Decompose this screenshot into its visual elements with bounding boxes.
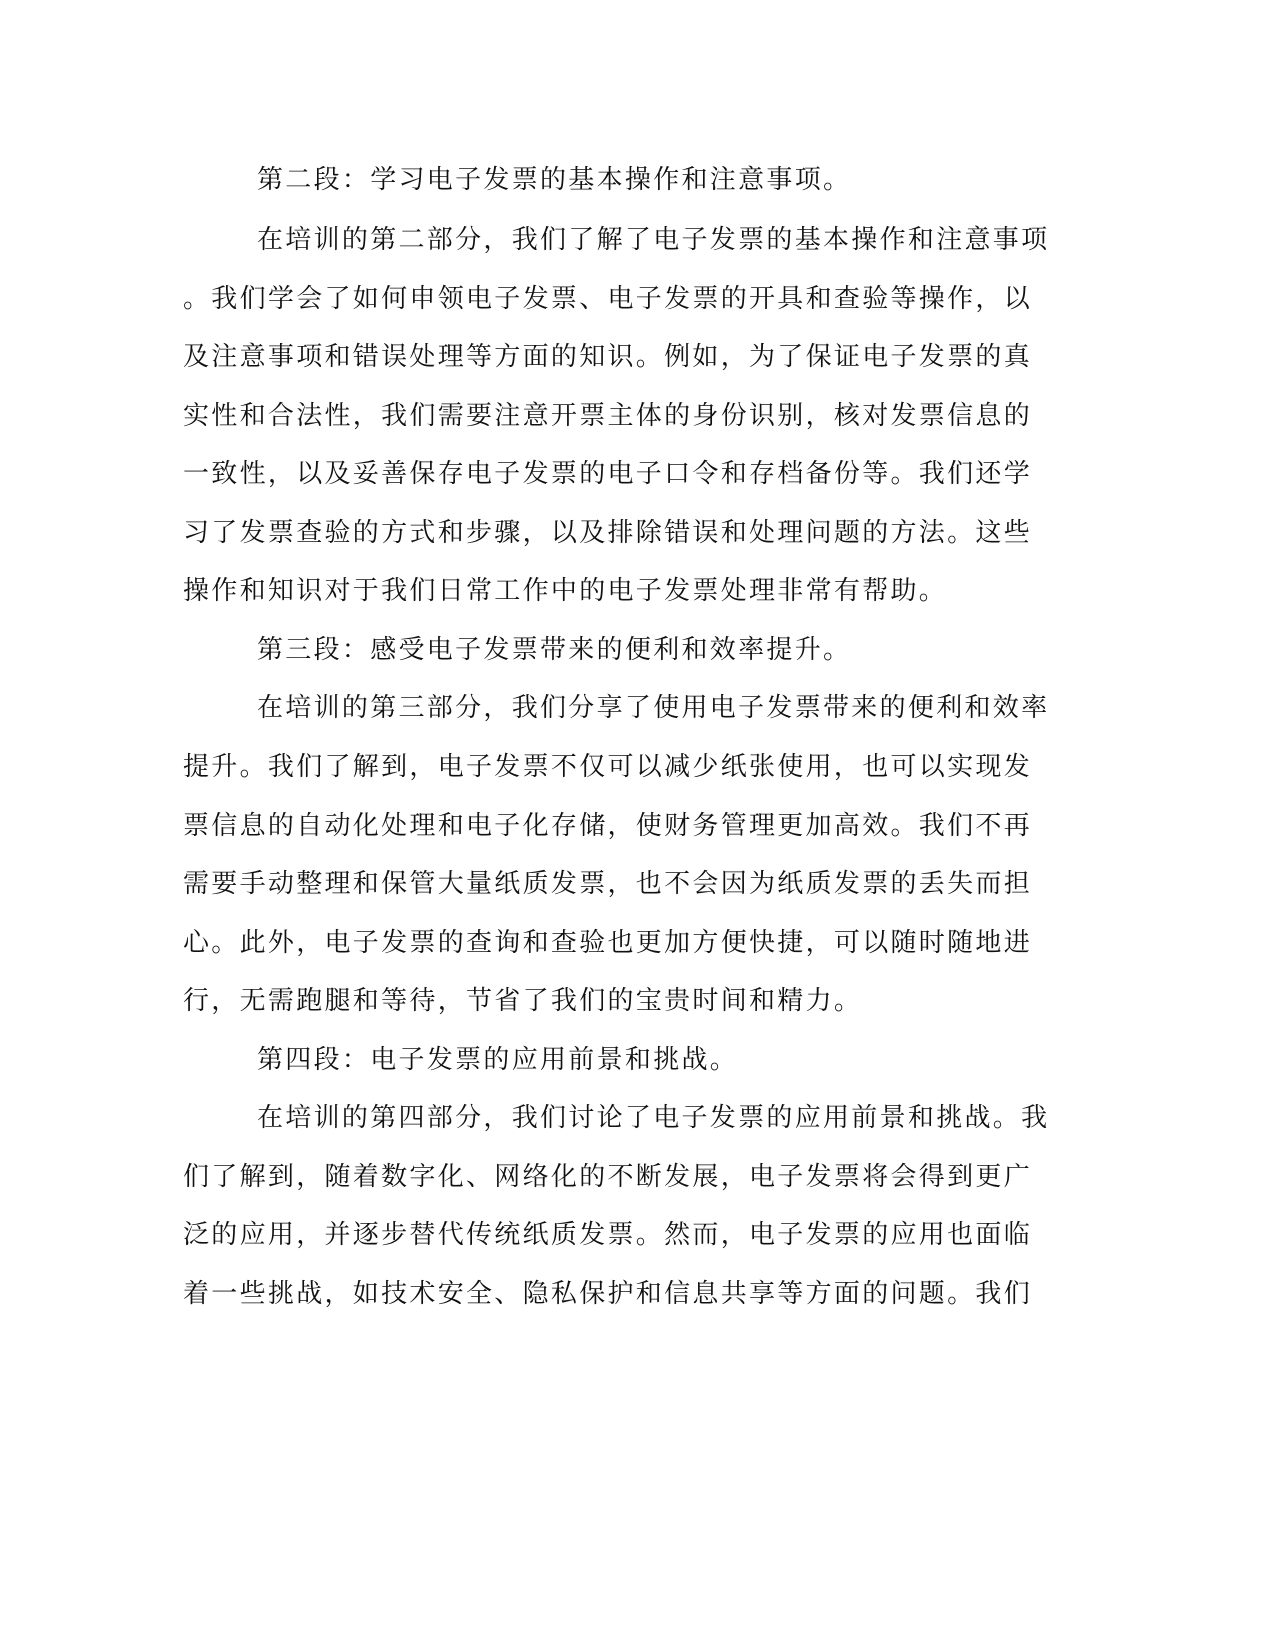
paragraph-line: 一致性，以及妥善保存电子发票的电子口令和存档备份等。我们还学: [183, 459, 1033, 489]
paragraph-line: 提升。我们了解到，电子发票不仅可以减少纸张使用，也可以实现发: [183, 752, 1033, 782]
paragraph-line: 习了发票查验的方式和步骤，以及排除错误和处理问题的方法。这些: [183, 518, 1033, 548]
paragraph-line: 。我们学会了如何申领电子发票、电子发票的开具和查验等操作，以: [183, 284, 1033, 314]
paragraph-line: 操作和知识对于我们日常工作中的电子发票处理非常有帮助。: [183, 576, 948, 606]
paragraph-line: 票信息的自动化处理和电子化存储，使财务管理更加高效。我们不再: [183, 811, 1033, 841]
paragraph-line: 需要手动整理和保管大量纸质发票，也不会因为纸质发票的丢失而担: [183, 869, 1033, 899]
paragraph-line: 行，无需跑腿和等待，节省了我们的宝贵时间和精力。: [183, 986, 863, 1016]
section-heading-2: 第二段：学习电子发票的基本操作和注意事项。: [257, 165, 852, 195]
section-heading-3: 第三段：感受电子发票带来的便利和效率提升。: [257, 635, 852, 665]
paragraph-line: 实性和合法性，我们需要注意开票主体的身份识别，核对发票信息的: [183, 401, 1033, 431]
paragraph-line: 在培训的第二部分，我们了解了电子发票的基本操作和注意事项: [257, 225, 1050, 255]
paragraph-line: 们了解到，随着数字化、网络化的不断发展，电子发票将会得到更广: [183, 1162, 1033, 1192]
paragraph-line: 泛的应用，并逐步替代传统纸质发票。然而，电子发票的应用也面临: [183, 1220, 1033, 1250]
section-heading-4: 第四段：电子发票的应用前景和挑战。: [257, 1045, 739, 1075]
paragraph-line: 在培训的第三部分，我们分享了使用电子发票带来的便利和效率: [257, 693, 1050, 723]
paragraph-line: 在培训的第四部分，我们讨论了电子发票的应用前景和挑战。我: [257, 1103, 1050, 1133]
paragraph-line: 着一些挑战，如技术安全、隐私保护和信息共享等方面的问题。我们: [183, 1279, 1033, 1309]
paragraph-line: 及注意事项和错误处理等方面的知识。例如，为了保证电子发票的真: [183, 342, 1033, 372]
paragraph-line: 心。此外，电子发票的查询和查验也更加方便快捷，可以随时随地进: [183, 928, 1033, 958]
